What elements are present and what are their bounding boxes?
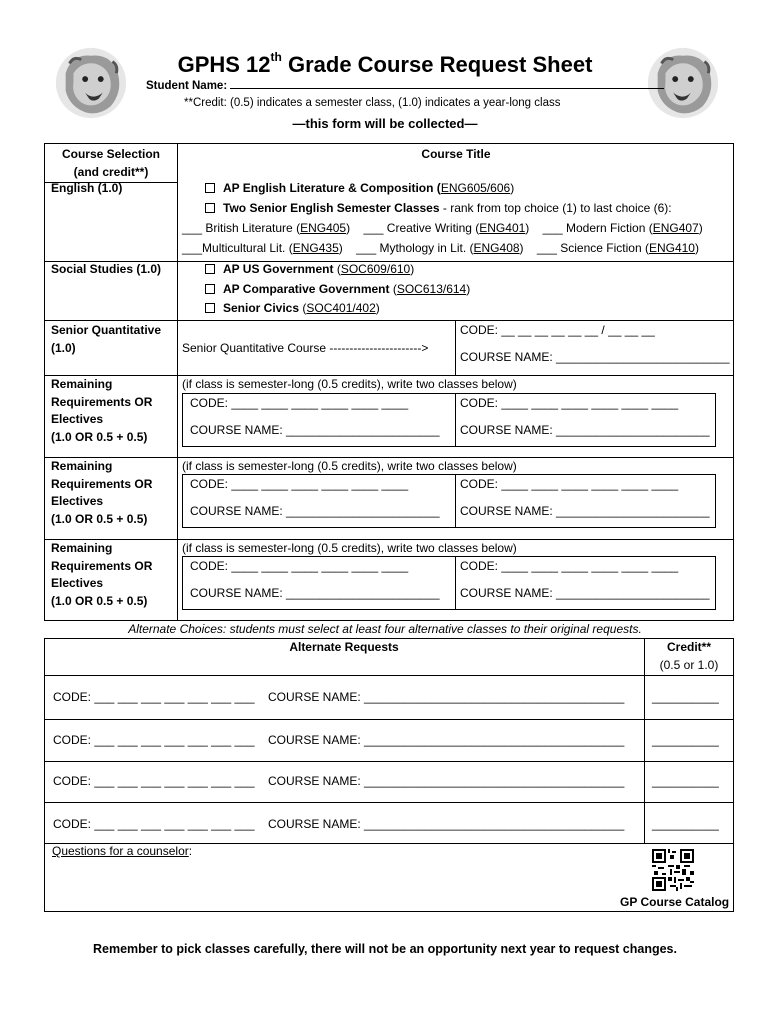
alternate-course-name-field[interactable]: COURSE NAME: _______________________________________ [268,733,625,747]
questions-label: Questions for a counselor: [52,844,193,858]
remaining-note-2: (if class is semester-long (0.5 credits), write two classes below) [182,459,517,473]
english-semester-row-2: ___Multicultural Lit. (ENG435) ___ Mythology in Lit. (ENG408) ___ Science Fiction (ENG410) [182,241,699,255]
alternate-code-field[interactable]: CODE: ___ ___ ___ ___ ___ ___ ___ [53,733,255,747]
page-title: GPHS 12th Grade Course Request Sheet [177,50,593,77]
remaining-note-1: (if class is semester-long (0.5 credits), write two classes below) [182,377,517,391]
alternate-note: Alternate Choices: students must select at least four alternative classes to their original requests. [128,622,642,636]
alternate-course-name-field[interactable]: COURSE NAME: _______________________________________ [268,774,625,788]
collected-note: —this form will be collected— [292,116,478,131]
social-studies-label: Social Studies (1.0) [51,262,162,276]
remaining-label-2: Remaining Requirements OR Electives (1.0 OR 0.5 + 0.5) [51,459,153,526]
alternate-credit-field[interactable]: __________ [652,774,719,788]
remaining-label-3: Remaining Requirements OR Electives (1.0 OR 0.5 + 0.5) [51,541,153,608]
alternate-code-field[interactable]: CODE: ___ ___ ___ ___ ___ ___ ___ [53,817,255,831]
credit-note: **Credit: (0.5) indicates a semester class, (1.0) indicates a year-long class [184,97,561,109]
remaining-code-field[interactable]: CODE: ____ ____ ____ ____ ____ ____ [190,559,409,573]
alternate-credit-field[interactable]: __________ [652,690,719,704]
remaining-code-field[interactable]: CODE: ____ ____ ____ ____ ____ ____ [190,396,409,410]
english-option-ap: AP English Literature & Composition (ENG605/606) [205,180,514,198]
remaining-course-name-field[interactable]: COURSE NAME: _______________________ [190,586,440,600]
checkbox[interactable] [205,303,215,313]
checkbox[interactable] [205,203,215,213]
remaining-course-name-field[interactable]: COURSE NAME: _______________________ [190,504,440,518]
quant-course-text: Senior Quantitative Course -----------------------> [182,341,429,355]
alternate-credit-field[interactable]: __________ [652,733,719,747]
remaining-course-name-field[interactable]: COURSE NAME: _______________________ [190,423,440,437]
checkbox[interactable] [205,284,215,294]
gp-course-catalog-label: GP Course Catalog [620,895,730,909]
footer-reminder: Remember to pick classes carefully, there will not be an opportunity next year to request changes. [93,942,677,956]
alternate-credit-field[interactable]: __________ [652,817,719,831]
qr-code-icon[interactable] [652,849,694,891]
alternate-requests-header: Alternate Requests [289,640,399,654]
remaining-code-field[interactable]: CODE: ____ ____ ____ ____ ____ ____ [460,559,679,573]
social-option-2: AP Comparative Government (SOC613/614) [205,281,470,299]
alternate-course-name-field[interactable]: COURSE NAME: _______________________________________ [268,817,625,831]
quant-code-field[interactable]: CODE: __ __ __ __ __ __ / __ __ __ [460,323,655,337]
alternate-code-field[interactable]: CODE: ___ ___ ___ ___ ___ ___ ___ [53,690,255,704]
col-course-title-header: Course Title [421,147,491,161]
alternate-course-name-field[interactable]: COURSE NAME: _______________________________________ [268,690,625,704]
col-course-selection-header: Course Selection (and credit**) [61,147,161,179]
remaining-code-field[interactable]: CODE: ____ ____ ____ ____ ____ ____ [460,477,679,491]
english-semester-row-1: ___ British Literature (ENG405) ___ Creative Writing (ENG401) ___ Modern Fiction (ENG407) [182,221,703,235]
remaining-course-name-field[interactable]: COURSE NAME: _______________________ [460,586,710,600]
remaining-note-3: (if class is semester-long (0.5 credits), write two classes below) [182,541,517,555]
student-name-row: Student Name: [146,79,664,92]
remaining-label-1: Remaining Requirements OR Electives (1.0 OR 0.5 + 0.5) [51,377,153,444]
alternate-code-field[interactable]: CODE: ___ ___ ___ ___ ___ ___ ___ [53,774,255,788]
english-option-semester: Two Senior English Semester Classes - rank from top choice (1) to last choice (6): [205,200,672,218]
checkbox[interactable] [205,264,215,274]
remaining-course-name-field[interactable]: COURSE NAME: _______________________ [460,504,710,518]
student-name-field[interactable] [230,79,664,89]
credit-header: Credit** (0.5 or 1.0) [659,640,719,672]
english-label: English (1.0) [51,181,123,195]
remaining-code-field[interactable]: CODE: ____ ____ ____ ____ ____ ____ [460,396,679,410]
social-option-3: Senior Civics (SOC401/402) [205,300,380,318]
social-option-1: AP US Government (SOC609/610) [205,261,414,279]
checkbox[interactable] [205,183,215,193]
quant-course-name-field[interactable]: COURSE NAME: __________________________ [460,350,730,364]
quant-label: Senior Quantitative (1.0) [51,323,162,355]
remaining-course-name-field[interactable]: COURSE NAME: _______________________ [460,423,710,437]
remaining-code-field[interactable]: CODE: ____ ____ ____ ____ ____ ____ [190,477,409,491]
